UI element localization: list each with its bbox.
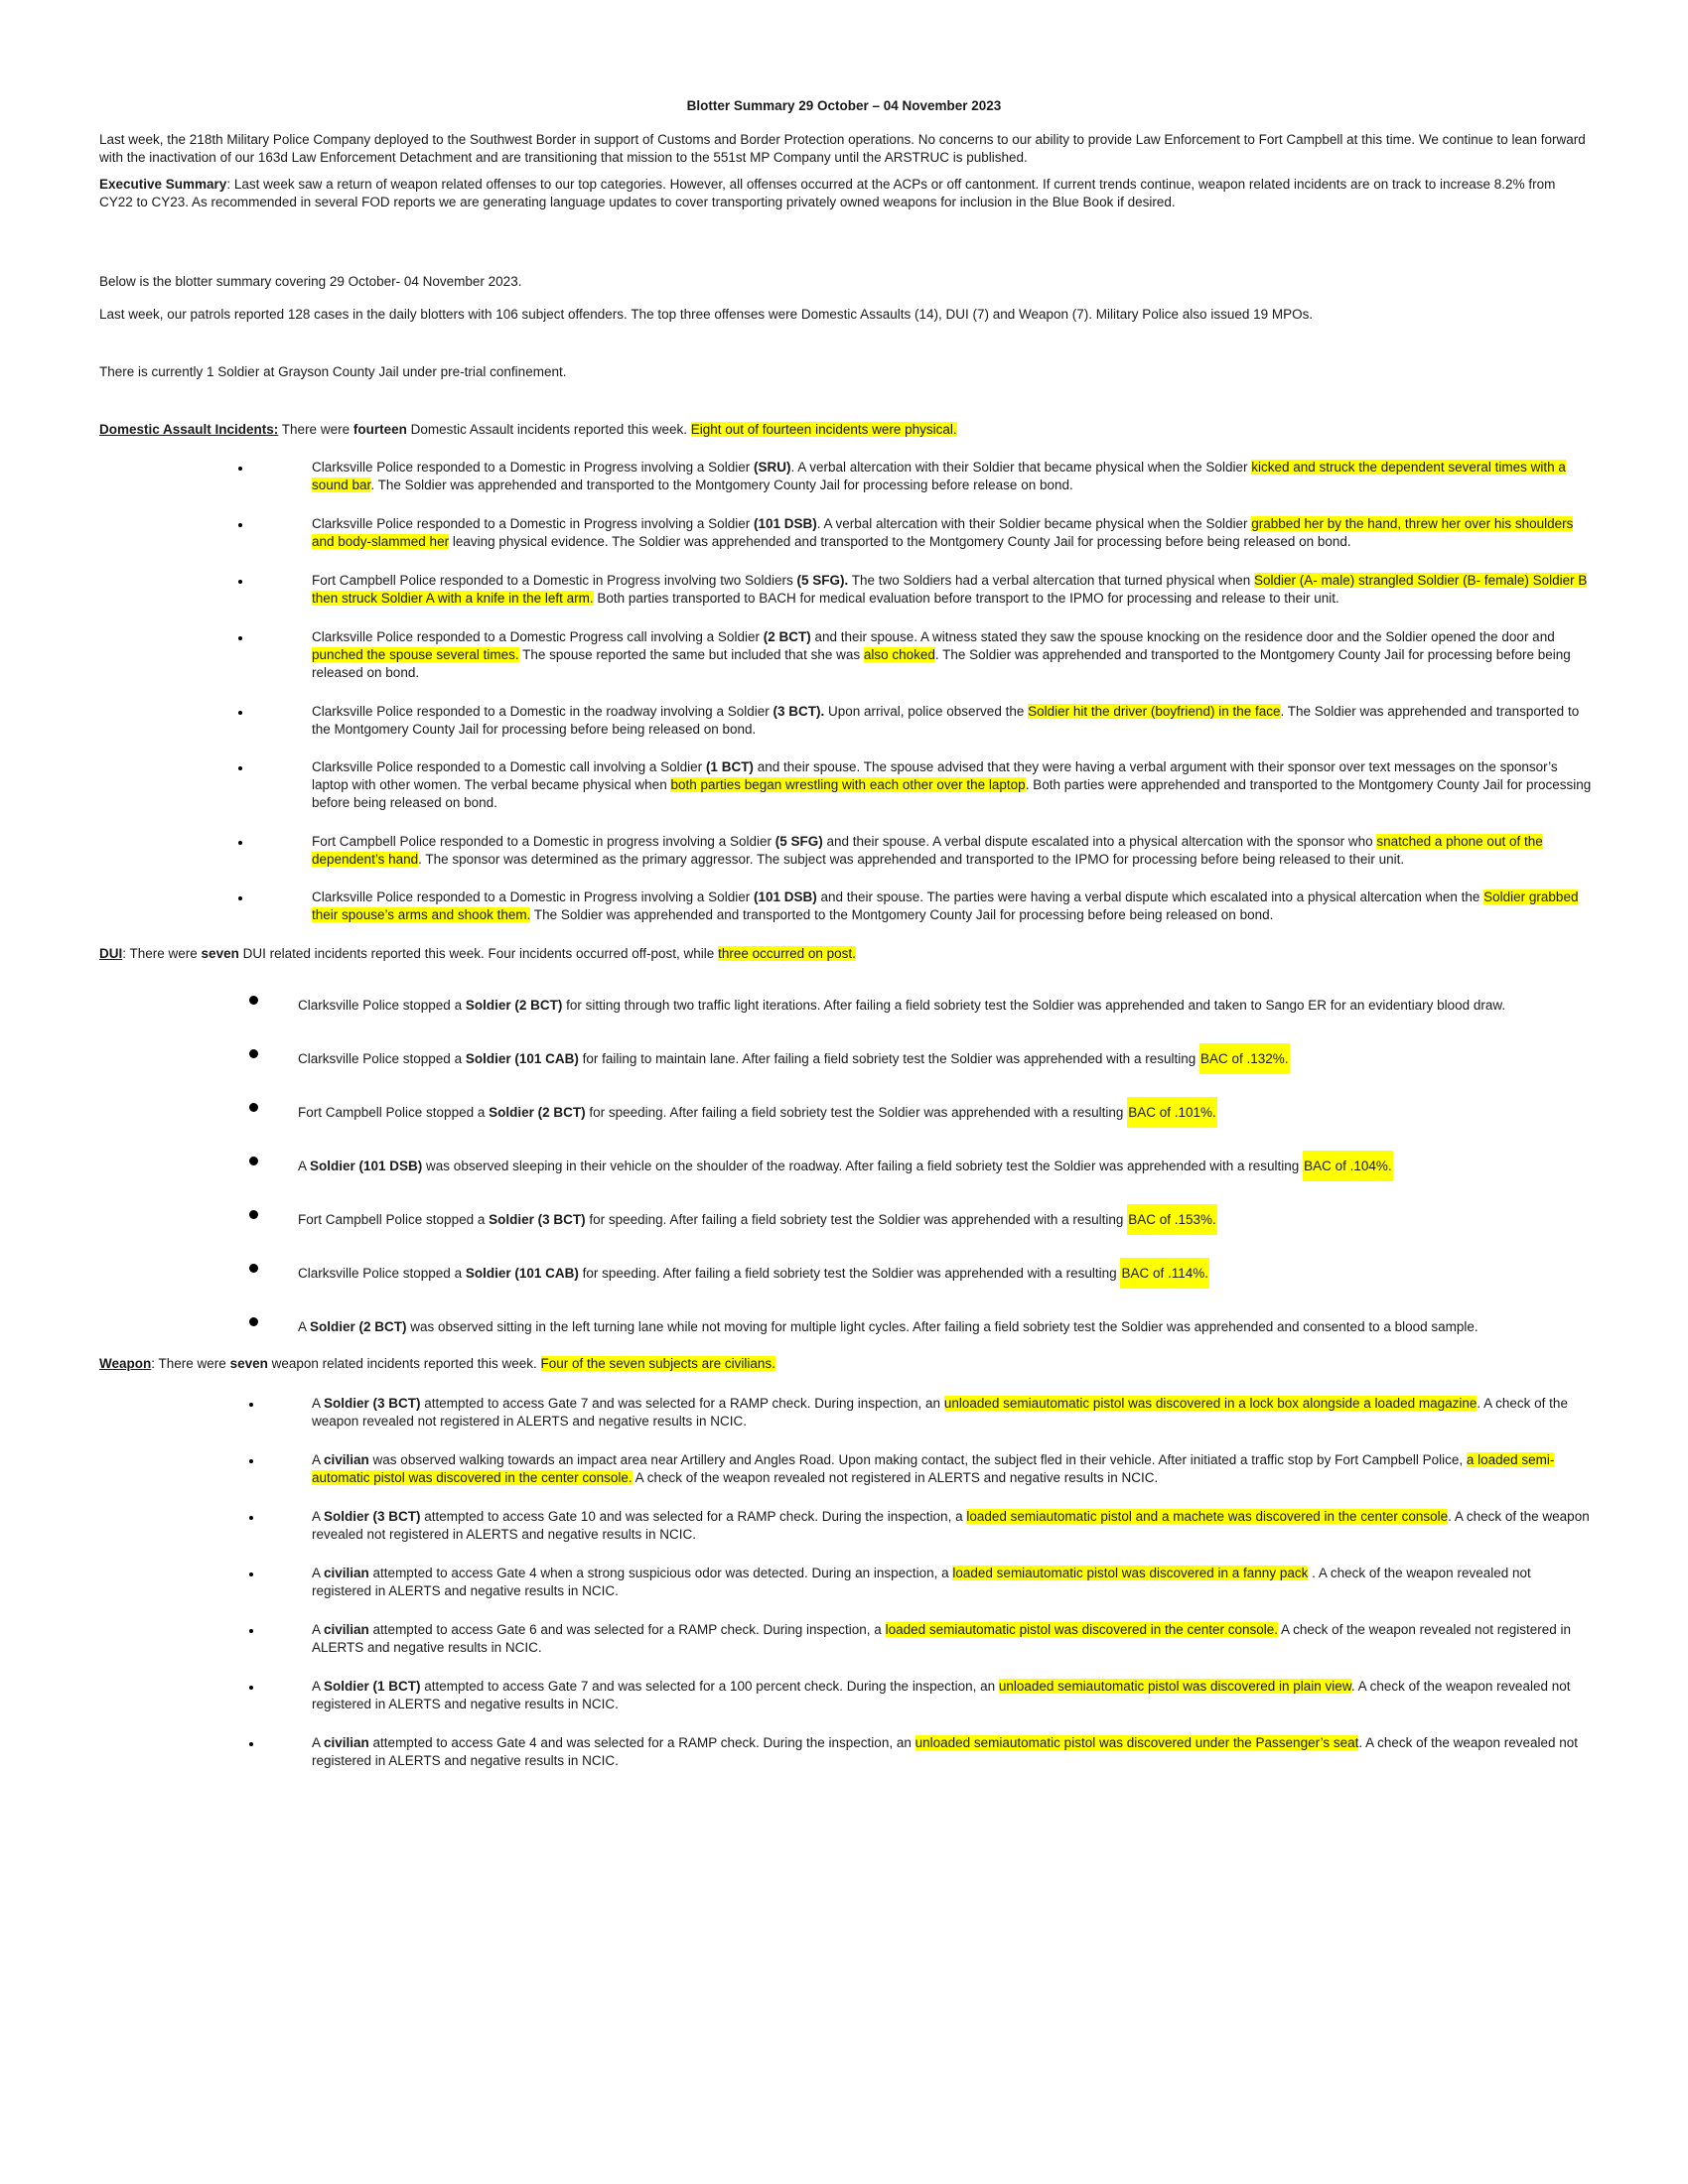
dui-count: seven bbox=[201, 946, 239, 961]
weapon-count: seven bbox=[229, 1356, 268, 1371]
item-text: . A check of the weapon revealed not registered in ALERTS and negative results in NCIC. bbox=[312, 1509, 1590, 1542]
weapon-highlight: Four of the seven subjects are civilians. bbox=[540, 1356, 775, 1371]
item-highlight: a loaded semi-automatic pistol was discovered in the center console. bbox=[312, 1452, 1555, 1485]
item-highlight: BAC of .104%. bbox=[1303, 1151, 1393, 1181]
domestic-post: Domestic Assault incidents reported this week. bbox=[406, 422, 691, 437]
domestic-item bbox=[312, 628, 1593, 682]
item-text: Clarksville Police responded to a Domestic in Progress involving a Soldier bbox=[312, 460, 754, 475]
domestic-item bbox=[312, 515, 1593, 551]
domestic-item bbox=[312, 572, 1593, 608]
item-text: attempted to access Gate 6 and was selected for a RAMP check. During inspection, a bbox=[368, 1622, 886, 1637]
dui-post: DUI related incidents reported this week. Four incidents occurred off-post, while bbox=[238, 946, 719, 961]
item-highlight: Soldier grabbed their spouse’s arms and shook them. bbox=[312, 889, 1579, 922]
bullet-icon bbox=[249, 1572, 253, 1576]
item-text: . A check of the weapon revealed not registered in ALERTS and negative results in NCIC. bbox=[312, 1396, 1568, 1429]
item-text: . The Soldier was apprehended and transported to the Montgomery County Jail for processing before being released on bond. bbox=[312, 704, 1580, 737]
item-text: was observed sleeping in their vehicle on the shoulder of the roadway. After failing a field sobriety test the Soldier was apprehended with a resulting bbox=[422, 1159, 1304, 1173]
item-highlight: punched the spouse several times. bbox=[312, 647, 519, 662]
bullet-icon bbox=[249, 1317, 258, 1326]
bullet-icon bbox=[238, 711, 242, 715]
item-text: . Both parties were apprehended and transported to the Montgomery County Jail for processing before being released on bond. bbox=[312, 777, 1592, 810]
item-highlight: Soldier hit the driver (boyfriend) in the face bbox=[1028, 704, 1281, 719]
weapon-item bbox=[312, 1395, 1593, 1431]
bullet-icon bbox=[249, 1264, 258, 1273]
item-subject: Soldier (101 CAB) bbox=[465, 1051, 579, 1066]
item-text: Clarksville Police responded to a Domestic in Progress involving a Soldier bbox=[312, 889, 754, 904]
item-text: for speeding. After failing a field sobriety test the Soldier was apprehended with a resulting bbox=[585, 1105, 1128, 1120]
item-subject: civilian bbox=[324, 1452, 369, 1467]
weapon-pre: : There were bbox=[151, 1356, 230, 1371]
bullet-icon bbox=[249, 1210, 258, 1219]
weapon-item bbox=[312, 1678, 1593, 1713]
item-unit: (5 SFG) bbox=[774, 834, 823, 849]
dui-item bbox=[298, 997, 1589, 1015]
item-text: and their spouse. A witness stated they saw the spouse knocking on the residence door and the Soldier opened the door and bbox=[810, 629, 1555, 644]
item-text: Clarksville Police stopped a bbox=[298, 1051, 466, 1066]
bullet-icon bbox=[238, 896, 242, 900]
item-highlight: loaded semiautomatic pistol was discovered in the center console. bbox=[885, 1622, 1279, 1637]
item-text: was observed walking towards an impact area near Artillery and Angles Road. Upon making contact, the subject fled in their vehicle. After initiated a traffic stop by Fort Campbell Police, bbox=[368, 1452, 1467, 1467]
item-text: attempted to access Gate 10 and was selected for a RAMP check. During the inspection, a bbox=[420, 1509, 967, 1524]
item-text: Fort Campbell Police responded to a Domestic in progress involving a Soldier bbox=[312, 834, 775, 849]
bullet-icon bbox=[249, 1516, 253, 1520]
item-highlight: BAC of .153%. bbox=[1127, 1204, 1217, 1235]
item-text: for speeding. After failing a field sobriety test the Soldier was apprehended with a resulting bbox=[578, 1266, 1121, 1281]
item-highlight: loaded semiautomatic pistol was discovered in a fanny pack bbox=[952, 1566, 1309, 1580]
item-text: Fort Campbell Police responded to a Domestic in Progress involving two Soldiers bbox=[312, 573, 797, 588]
item-text: A check of the weapon revealed not registered in ALERTS and negative results in NCIC. bbox=[632, 1470, 1159, 1485]
dui-pre: : There were bbox=[122, 946, 202, 961]
item-subject: Soldier (3 BCT) bbox=[324, 1509, 421, 1524]
item-text: A bbox=[298, 1159, 311, 1173]
bullet-icon bbox=[249, 1403, 253, 1407]
item-text: . A verbal altercation with their Soldier that became physical when the Soldier bbox=[790, 460, 1252, 475]
item-text: attempted to access Gate 7 and was selected for a RAMP check. During inspection, an bbox=[420, 1396, 944, 1411]
dui-item bbox=[298, 1050, 1589, 1068]
item-text: . A verbal altercation with their Soldier became physical when the Soldier bbox=[816, 516, 1252, 531]
item-text: Clarksville Police stopped a bbox=[298, 1266, 466, 1281]
item-text: Upon arrival, police observed the bbox=[824, 704, 1029, 719]
item-text: The two Soldiers had a verbal altercation that turned physical when bbox=[848, 573, 1254, 588]
item-subject: Soldier (101 DSB) bbox=[310, 1159, 423, 1173]
item-unit: (1 BCT) bbox=[705, 759, 754, 774]
item-text: . The sponsor was determined as the primary aggressor. The subject was apprehended and transported to the IPMO for processing before being released to their unit. bbox=[418, 852, 1405, 867]
bullet-icon bbox=[249, 1049, 258, 1058]
item-text: The Soldier was apprehended and transported to the Montgomery County Jail for processing before being released on bond. bbox=[530, 907, 1274, 922]
bullet-icon bbox=[249, 1742, 253, 1746]
item-text: . A check of the weapon revealed not registered in ALERTS and negative results in NCIC. bbox=[312, 1679, 1571, 1711]
domestic-item bbox=[312, 703, 1593, 739]
item-text: was observed sitting in the left turning lane while not moving for multiple light cycles. After failing a field sobriety test the Soldier was apprehended and consented to a blood sample. bbox=[406, 1319, 1478, 1334]
weapon-item bbox=[312, 1621, 1593, 1657]
weapon-label: Weapon bbox=[99, 1356, 152, 1371]
dui-item bbox=[298, 1318, 1589, 1336]
domestic-heading bbox=[99, 421, 1589, 439]
bullet-icon bbox=[238, 636, 242, 640]
item-text: A bbox=[312, 1396, 325, 1411]
item-subject: civilian bbox=[324, 1566, 369, 1580]
item-subject: Soldier (1 BCT) bbox=[324, 1679, 421, 1694]
item-unit: (101 DSB) bbox=[753, 889, 817, 904]
item-text: . The Soldier was apprehended and transported to the Montgomery County Jail for processing before being released on bond. bbox=[312, 647, 1571, 680]
intro-paragraph: Last week, the 218th Military Police Company deployed to the Southwest Border in support of Customs and Border Protection operations. No concerns to our ability to provide Law Enforcement to Fort Campbell at this time. We continue to lean forward with the inactivation of our 163d Law Enforcement Detachment and are transitioning that mission to the 551st MP Company until the ARSTRUC is published. bbox=[99, 132, 1586, 165]
domestic-count: fourteen bbox=[352, 422, 407, 437]
item-unit: (2 BCT) bbox=[763, 629, 811, 644]
item-text: . The Soldier was apprehended and transported to the Montgomery County Jail for processing before release on bond. bbox=[370, 478, 1073, 492]
item-text: attempted to access Gate 7 and was selected for a 100 percent check. During the inspection, an bbox=[420, 1679, 999, 1694]
item-subject: civilian bbox=[324, 1735, 369, 1750]
domestic-item bbox=[312, 833, 1593, 869]
dui-item bbox=[298, 1211, 1589, 1229]
item-text: A bbox=[312, 1679, 325, 1694]
dui-label: DUI bbox=[99, 946, 123, 961]
item-text: . A check of the weapon revealed not registered in ALERTS and negative results in NCIC. bbox=[312, 1566, 1531, 1598]
item-highlight: BAC of .114%. bbox=[1120, 1258, 1209, 1289]
domestic-pre: There were bbox=[278, 422, 353, 437]
item-highlight: also choked bbox=[863, 647, 935, 662]
item-text: A bbox=[312, 1622, 325, 1637]
dui-heading bbox=[99, 945, 1589, 963]
item-text: for sitting through two traffic light iterations. After failing a field sobriety test the Soldier was apprehended and taken to Sango ER for an evidentiary blood draw. bbox=[562, 998, 1506, 1013]
weapon-post: weapon related incidents reported this week. bbox=[267, 1356, 541, 1371]
bullet-icon bbox=[238, 580, 242, 584]
item-text: A check of the weapon revealed not registered in ALERTS and negative results in NCIC. bbox=[312, 1622, 1571, 1655]
weapon-item bbox=[312, 1565, 1593, 1600]
dui-item bbox=[298, 1104, 1589, 1122]
weapon-item bbox=[312, 1734, 1593, 1770]
item-text: A bbox=[312, 1735, 325, 1750]
domestic-item bbox=[312, 758, 1593, 812]
item-text: Clarksville Police responded to a Domestic in Progress involving a Soldier bbox=[312, 516, 754, 531]
item-unit: (3 BCT). bbox=[773, 704, 825, 719]
weapon-item bbox=[312, 1451, 1593, 1487]
item-highlight: grabbed her by the hand, threw her over his shoulders and body-slammed her bbox=[312, 516, 1574, 549]
page-title: Blotter Summary 29 October – 04 November 2023 bbox=[686, 98, 1002, 113]
item-text: leaving physical evidence. The Soldier was apprehended and transported to the Montgomery County Jail for processing before being released on bond. bbox=[449, 534, 1351, 549]
item-subject: Soldier (2 BCT) bbox=[489, 1105, 586, 1120]
domestic-label: Domestic Assault Incidents: bbox=[99, 422, 279, 437]
bullet-icon bbox=[238, 467, 242, 471]
item-text: . A check of the weapon revealed not registered in ALERTS and negative results in NCIC. bbox=[312, 1735, 1579, 1768]
weapon-item bbox=[312, 1508, 1593, 1544]
item-text: Clarksville Police stopped a bbox=[298, 998, 466, 1013]
bullet-icon bbox=[238, 523, 242, 527]
dui-item bbox=[298, 1265, 1589, 1283]
domestic-highlight: Eight out of fourteen incidents were physical. bbox=[690, 422, 957, 437]
bullet-icon bbox=[249, 1157, 258, 1165]
item-unit: (5 SFG). bbox=[796, 573, 849, 588]
item-text: Clarksville Police responded to a Domestic call involving a Soldier bbox=[312, 759, 706, 774]
item-highlight: BAC of .132%. bbox=[1199, 1043, 1290, 1074]
item-highlight: unloaded semiautomatic pistol was discovered in plain view bbox=[998, 1679, 1351, 1694]
item-highlight: unloaded semiautomatic pistol was discovered in a lock box alongside a loaded magazine bbox=[943, 1396, 1477, 1411]
bullet-icon bbox=[238, 841, 242, 845]
bullet-icon bbox=[249, 996, 258, 1005]
item-text: and their spouse. The spouse advised that they were having a verbal argument with their sponsor over text messages on the sponsor’s laptop with other women. The verbal became physical when bbox=[312, 759, 1558, 792]
domestic-item bbox=[312, 459, 1593, 494]
item-highlight: unloaded semiautomatic pistol was discovered under the Passenger’s seat bbox=[914, 1735, 1359, 1750]
item-text: A bbox=[312, 1566, 325, 1580]
item-text: Fort Campbell Police stopped a bbox=[298, 1105, 490, 1120]
item-unit: (SRU) bbox=[753, 460, 791, 475]
item-text: and their spouse. The parties were having a verbal dispute which escalated into a physical altercation when the bbox=[816, 889, 1484, 904]
item-text: Fort Campbell Police stopped a bbox=[298, 1212, 490, 1227]
item-unit: (101 DSB) bbox=[753, 516, 817, 531]
bullet-icon bbox=[249, 1686, 253, 1690]
item-text: for failing to maintain lane. After failing a field sobriety test the Soldier was apprehended with a resulting bbox=[578, 1051, 1199, 1066]
item-text: attempted to access Gate 4 and was selected for a RAMP check. During the inspection, an bbox=[368, 1735, 915, 1750]
item-subject: Soldier (3 BCT) bbox=[489, 1212, 586, 1227]
bullet-icon bbox=[249, 1103, 258, 1112]
bullet-icon bbox=[249, 1629, 253, 1633]
item-text: Clarksville Police responded to a Domestic Progress call involving a Soldier bbox=[312, 629, 764, 644]
weapon-heading bbox=[99, 1355, 1589, 1373]
executive-summary-text: : Last week saw a return of weapon related offenses to our top categories. However, all offenses occurred at the ACPs or off cantonment. If current trends continue, weapon related incidents are on track to increase 8.2% from CY22 to CY23. As recommended in several FOD reports we are generating language updates to cover transporting privately owned weapons for inclusion in the Blue Book if desired. bbox=[99, 177, 1556, 209]
item-text: A bbox=[298, 1319, 311, 1334]
item-text: The spouse reported the same but included that she was bbox=[518, 647, 864, 662]
executive-summary-label: Executive Summary bbox=[99, 177, 227, 192]
item-text: Both parties transported to BACH for medical evaluation before transport to the IPMO for processing and release to their unit. bbox=[593, 591, 1339, 606]
bullet-icon bbox=[249, 1459, 253, 1463]
item-text: A bbox=[312, 1509, 325, 1524]
item-subject: Soldier (2 BCT) bbox=[465, 998, 563, 1013]
item-text: for speeding. After failing a field sobriety test the Soldier was apprehended with a resulting bbox=[585, 1212, 1128, 1227]
item-subject: civilian bbox=[324, 1622, 369, 1637]
item-text: Clarksville Police responded to a Domestic in the roadway involving a Soldier bbox=[312, 704, 774, 719]
item-highlight: BAC of .101%. bbox=[1127, 1097, 1217, 1128]
dui-highlight: three occurred on post. bbox=[718, 946, 856, 961]
item-highlight: both parties began wrestling with each other over the laptop bbox=[670, 777, 1026, 792]
item-highlight: kicked and struck the dependent several times with a sound bar bbox=[312, 460, 1566, 492]
stats-line: Last week, our patrols reported 128 cases in the daily blotters with 106 subject offenders. The top three offenses were Domestic Assaults (14), DUI (7) and Weapon (7). Military Police also issued 19 MPOs. bbox=[99, 307, 1314, 322]
item-highlight: Soldier (A- male) strangled Soldier (B- female) Soldier B then struck Soldier A with a knife in the left arm. bbox=[312, 573, 1588, 606]
item-highlight: snatched a phone out of the dependent’s hand bbox=[312, 834, 1543, 867]
dui-item bbox=[298, 1158, 1589, 1175]
item-text: and their spouse. A verbal dispute escalated into a physical altercation with the sponsor who bbox=[822, 834, 1377, 849]
item-highlight: loaded semiautomatic pistol and a machete was discovered in the center console bbox=[966, 1509, 1449, 1524]
domestic-item bbox=[312, 888, 1593, 924]
item-subject: Soldier (3 BCT) bbox=[324, 1396, 421, 1411]
item-text: A bbox=[312, 1452, 325, 1467]
item-subject: Soldier (101 CAB) bbox=[465, 1266, 579, 1281]
bullet-icon bbox=[238, 766, 242, 770]
jail-line: There is currently 1 Soldier at Grayson County Jail under pre-trial confinement. bbox=[99, 364, 567, 379]
item-text: attempted to access Gate 4 when a strong suspicious odor was detected. During an inspection, a bbox=[368, 1566, 953, 1580]
executive-summary bbox=[99, 176, 1589, 211]
item-subject: Soldier (2 BCT) bbox=[310, 1319, 407, 1334]
coverage-line: Below is the blotter summary covering 29 October- 04 November 2023. bbox=[99, 274, 522, 289]
